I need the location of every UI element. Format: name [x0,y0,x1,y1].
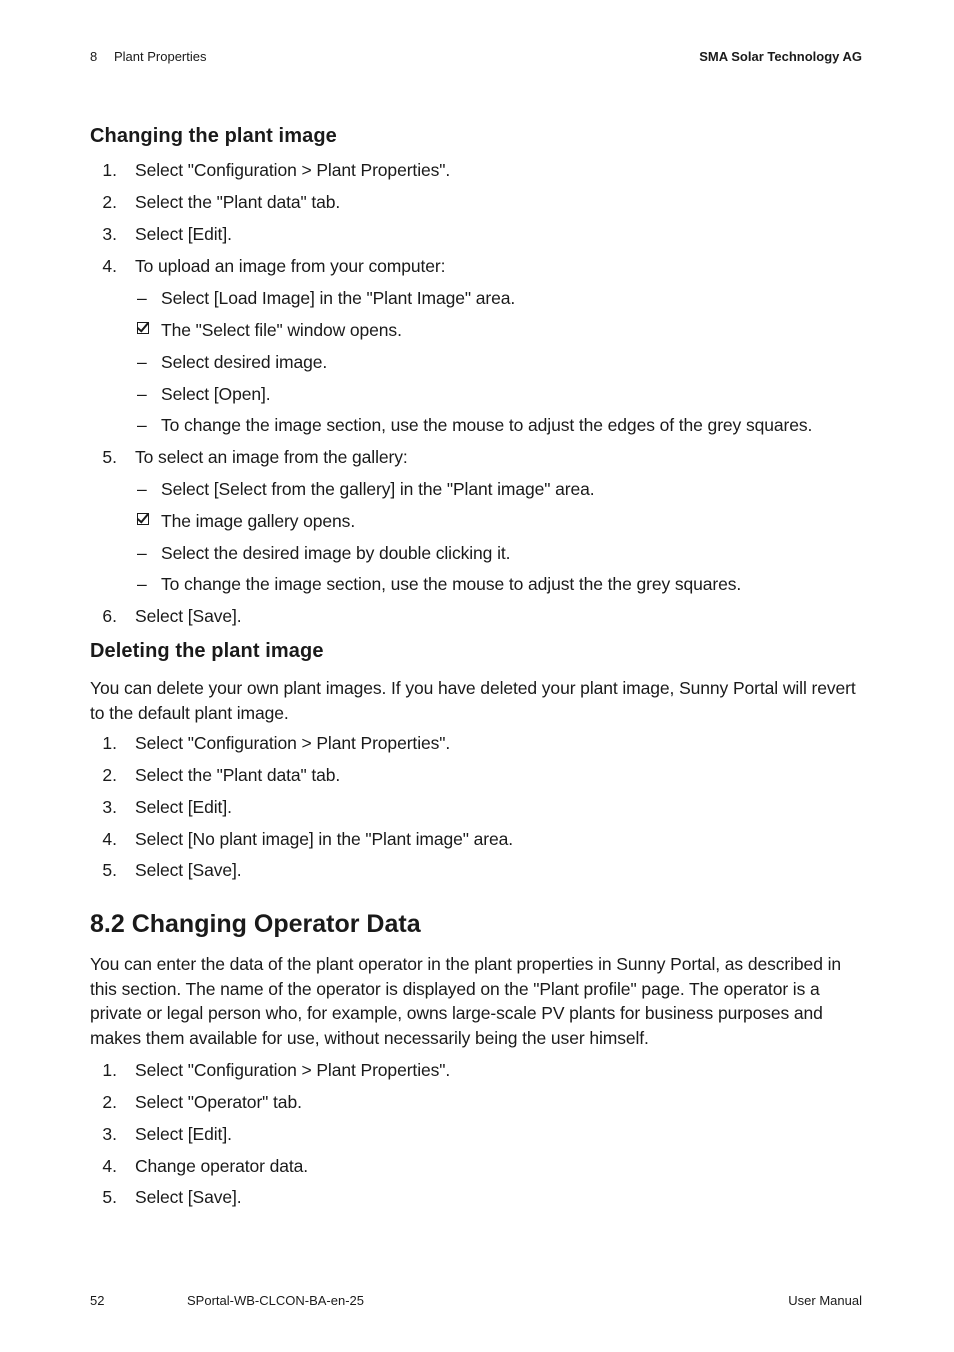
list-item: To change the image section, use the mouse to adjust the edges of the grey squares. [161,415,813,435]
dash-marker: – [137,543,147,563]
step-number: 2. [102,192,117,212]
step-number: 5. [102,447,117,467]
list-item: Select [Edit]. [135,224,232,244]
list-item: Select [Edit]. [135,797,232,817]
header-chapter-title: Plant Properties [114,49,207,64]
dash-marker: – [137,479,147,499]
footer-doc-id: SPortal-WB-CLCON-BA-en-25 [187,1293,364,1308]
step-number: 1. [102,1060,117,1080]
step-number: 2. [102,765,117,785]
step-number: 3. [102,797,117,817]
header-company: SMA Solar Technology AG [699,49,862,64]
list-item: Select [Open]. [161,384,271,404]
step-number: 5. [102,1187,117,1207]
step-number: 3. [102,1124,117,1144]
step-number: 3. [102,224,117,244]
step-number: 2. [102,1092,117,1112]
result-item: The "Select file" window opens. [161,320,402,340]
list-item: Select [Save]. [135,606,242,626]
operator-intro: You can enter the data of the plant operator in the plant properties in Sunny Portal, as described in this section. The name of the operator is displayed on the "Plant profile" page. The operator is a private or legal person who, for example, owns large-scale PV plants for business purposes and makes them available for use, without necessarily being the user himself. [90,954,842,1048]
result-item: The image gallery opens. [161,511,356,531]
list-item: Select "Configuration > Plant Properties". [135,733,451,753]
list-item: Select [Edit]. [135,1124,232,1144]
step-number: 4. [102,256,117,276]
section-title-change-image: Changing the plant image [90,125,337,147]
step-number: 4. [102,1156,117,1176]
footer-doc-type: User Manual [788,1293,862,1308]
dash-marker: – [137,288,147,308]
list-item: Select desired image. [161,352,328,372]
step-number: 6. [102,606,117,626]
list-item: To change the image section, use the mouse to adjust the the grey squares. [161,574,742,594]
list-item: Select [Load Image] in the "Plant Image" area. [161,288,516,308]
list-item: Select "Operator" tab. [135,1092,302,1112]
check-icon [137,513,149,525]
list-item: To select an image from the gallery: [135,447,408,467]
list-item: Select the desired image by double clicking it. [161,543,511,563]
dash-marker: – [137,415,147,435]
list-item: Select the "Plant data" tab. [135,192,341,212]
list-item: Select the "Plant data" tab. [135,765,341,785]
delete-image-intro: You can delete your own plant images. If you have deleted your plant image, Sunny Portal will revert to the default plant image. [90,678,856,723]
step-number: 5. [102,860,117,880]
section-title-delete-image: Deleting the plant image [90,640,324,662]
section-title-operator: 8.2 Changing Operator Data [90,910,421,938]
footer-page-number: 52 [90,1293,105,1308]
check-icon [137,322,149,334]
step-number: 1. [102,733,117,753]
list-item: Select "Configuration > Plant Properties". [135,160,451,180]
header-chapter-number: 8 [90,49,98,64]
list-item: Change operator data. [135,1156,309,1176]
dash-marker: – [137,574,147,594]
list-item: Select [Save]. [135,1187,242,1207]
dash-marker: – [137,384,147,404]
dash-marker: – [137,352,147,372]
list-item: Select "Configuration > Plant Properties". [135,1060,451,1080]
step-number: 1. [102,160,117,180]
step-number: 4. [102,829,117,849]
list-item: To upload an image from your computer: [135,256,446,276]
list-item: Select [No plant image] in the "Plant image" area. [135,829,514,849]
list-item: Select [Save]. [135,860,242,880]
list-item: Select [Select from the gallery] in the "Plant image" area. [161,479,595,499]
